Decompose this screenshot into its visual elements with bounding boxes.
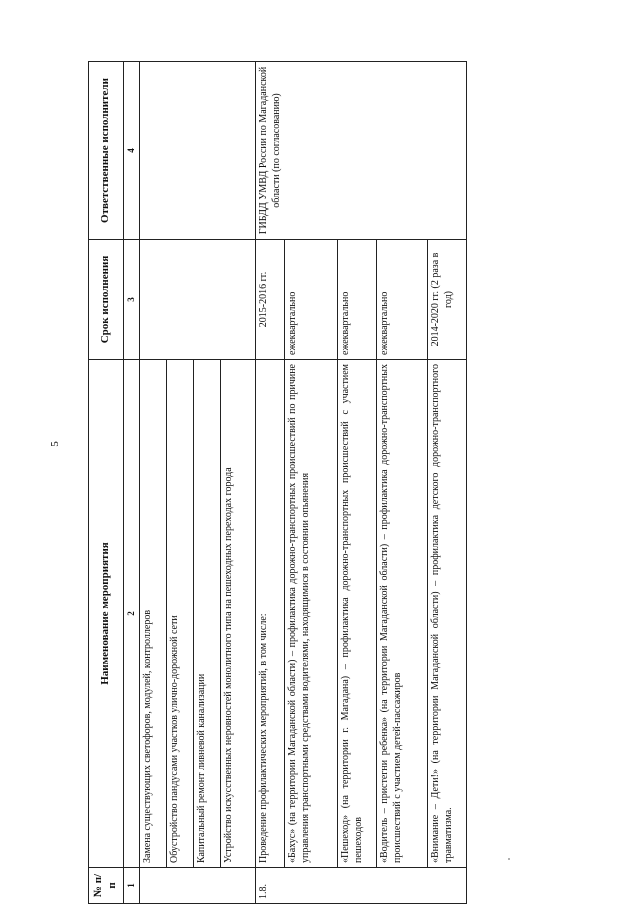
row-term: 2014-2020 гг. (2 раза в год) (428, 240, 467, 360)
row-exec (140, 62, 256, 240)
index-row (124, 62, 140, 904)
row-name: «Пешеход» (на территории г. Магадана) – профилактика дорожно-транспортных происшествий с участием пешеходов (338, 360, 377, 868)
page-number: 5 (48, 441, 61, 447)
row-term: 2015-2016 гг. (256, 240, 285, 360)
header-num: № п/п (89, 868, 124, 904)
row-exec: ГИБДД УМВД России по Магаданской области (по согласованию) (256, 62, 467, 240)
rotated-table-container (88, 62, 612, 904)
row-num (140, 868, 256, 904)
header-exec: Ответственные исполнители (89, 62, 124, 240)
index-cell: 4 (124, 62, 140, 240)
header-term: Срок исполнения (89, 240, 124, 360)
table-row (140, 62, 167, 904)
row-name: «Бахус» (на территории Магаданской области) – профилактика дорожно-транспортных происшествий по причине управления транспортными средствами водителями, находящимися в состоянии опьянения (285, 360, 338, 868)
row-term (140, 240, 256, 360)
row-name: «Внимание – Дети!» (на территории Магаданской области) – профилактика детского дорожно-транспортного травматизма. (428, 360, 467, 868)
row-name: Обустройство пандусами участков улично-дорожной сети (167, 360, 194, 868)
row-name: Капитальный ремонт ливневой канализации (194, 360, 221, 868)
row-term: ежеквартально (377, 240, 428, 360)
row-term: ежеквартально (338, 240, 377, 360)
row-name: Проведение профилактических мероприятий, в том числе: (256, 360, 285, 868)
index-cell: 2 (124, 360, 140, 868)
row-name: «Водитель – пристегни ребенка» (на территории Магаданской области) – профилактика дорожно-транспортных происшествий с участием детей-пассажиров (377, 360, 428, 868)
index-cell: 1 (124, 868, 140, 904)
row-name: Замена существующих светофоров, модулей, контроллеров (140, 360, 167, 868)
header-row (89, 62, 124, 904)
measures-table (88, 61, 467, 904)
table-row (256, 62, 285, 904)
header-name: Наименование мероприятия (89, 360, 124, 868)
row-term: ежеквартально (285, 240, 338, 360)
scan-speck (508, 858, 510, 860)
row-num: 1.8. (256, 868, 467, 904)
index-cell: 3 (124, 240, 140, 360)
row-name: Устройство искусственных неровностей монолитного типа на пешеходных переходах города (221, 360, 256, 868)
